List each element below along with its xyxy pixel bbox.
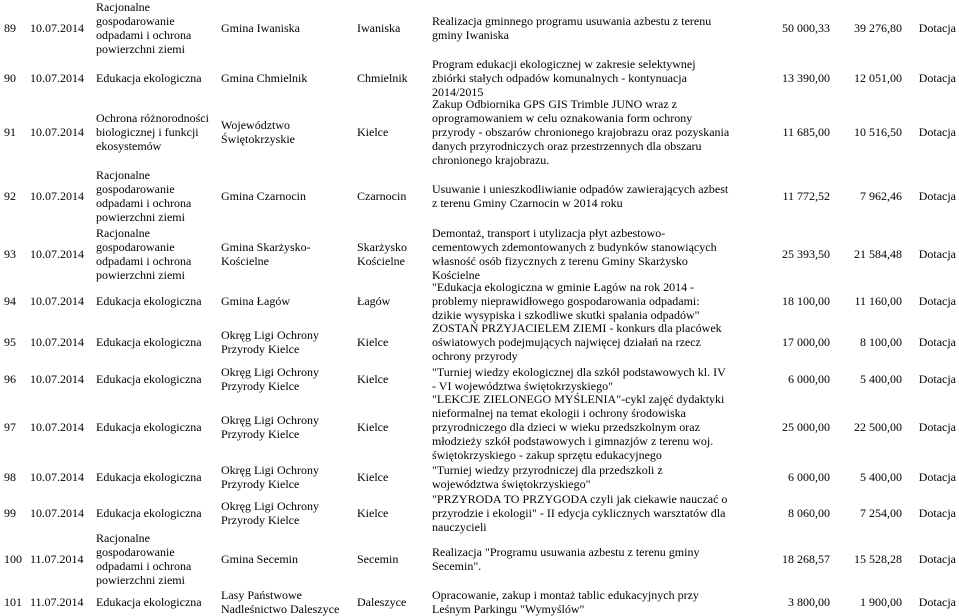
row-number	[4, 321, 28, 362]
row-priority-text: Racjonalne gospodarowanie odpadami i ochrona powierzchni ziemi	[96, 168, 192, 224]
row-total-cost-text: 25 393,50	[782, 247, 830, 261]
row-funding-form	[904, 165, 956, 227]
row-beneficiary-text: Gmina Łagów	[221, 294, 290, 308]
row-location-text: Chmielnik	[357, 70, 408, 85]
row-grant-amount	[832, 587, 902, 616]
table-row	[0, 362, 959, 395]
row-funding-form	[904, 281, 956, 321]
table-row	[0, 458, 959, 495]
row-total-cost-text: 17 000,00	[782, 334, 830, 349]
row-priority-text: Racjonalne gospodarowanie odpadami i ochrona powierzchni ziemi	[96, 0, 192, 56]
row-location	[357, 321, 429, 362]
row-funding-form	[904, 99, 956, 165]
row-location-text: Kielce	[357, 125, 389, 139]
row-total-cost	[730, 227, 830, 281]
row-number-text: 89	[4, 21, 16, 35]
row-title-text: ZOSTAŃ PRZYJACIELEM ZIEMI - konkurs dla placówek oświatowych podejmujących najwięcej działań na rzecz ochrony przyrody	[432, 320, 722, 363]
row-priority	[96, 395, 220, 458]
table-row	[0, 492, 959, 534]
row-priority-text: Edukacja ekologiczna	[96, 506, 202, 520]
row-title	[432, 56, 730, 99]
row-title-text: Opracowanie, zakup i montaż tablic edukacyjnych przy Leśnym Parkingu "Wymyślów"	[432, 587, 699, 616]
row-total-cost	[730, 362, 830, 395]
row-total-cost-text: 25 000,00	[782, 419, 830, 434]
row-title	[432, 587, 730, 616]
row-beneficiary	[221, 495, 355, 531]
row-location-text: Kielce	[357, 506, 389, 520]
row-date	[30, 99, 96, 165]
row-date	[30, 0, 96, 56]
row-beneficiary-text: Gmina Czarnocin	[221, 189, 306, 203]
row-title-text: "Edukacja ekologiczna w gminie Łagów na rok 2014 - problemy nieprawidłowego gospodarowania odpadami: dzikie wysypiska i szkodliwe skutki spalania odpadów"	[432, 280, 700, 322]
row-beneficiary-text: Gmina Skarżysko-Kościelne	[221, 240, 311, 268]
row-number-text: 96	[4, 371, 16, 386]
table-row	[0, 99, 959, 165]
row-funding-form	[904, 56, 956, 99]
row-title	[432, 492, 730, 534]
row-funding-form-text: Dotacja	[918, 334, 956, 349]
row-title	[432, 0, 730, 56]
row-grant-amount-text: 39 276,80	[854, 21, 902, 35]
row-date	[30, 495, 96, 531]
table-row	[0, 227, 959, 281]
row-grant-amount-text: 15 528,28	[854, 552, 902, 566]
row-priority	[96, 362, 220, 395]
row-date-text: 10.07.2014	[30, 419, 84, 434]
row-number	[4, 362, 28, 395]
row-date	[30, 321, 96, 362]
row-beneficiary	[221, 362, 355, 395]
row-number-text: 92	[4, 189, 16, 203]
row-grant-amount	[832, 227, 902, 281]
row-beneficiary	[221, 458, 355, 495]
row-grant-amount-text: 11 160,00	[854, 294, 902, 308]
table-row	[0, 587, 959, 616]
row-location-text: Łagów	[357, 294, 391, 308]
row-date	[30, 56, 96, 99]
row-title-text: "Turniej wiedzy ekologicznej dla szkół podstawowych kl. IV - VI województwa świętokrzyskiego"	[432, 364, 726, 393]
row-title-text: "PRZYRODA TO PRZYGODA czyli jak ciekawie nauczać o przyrodzie i ekologii" - II edycja cyklicznych warsztatów dla nauczycieli	[432, 492, 728, 534]
row-funding-form-text: Dotacja	[918, 189, 956, 203]
row-location-text: Kielce	[357, 334, 389, 349]
row-number	[4, 99, 28, 165]
row-date	[30, 227, 96, 281]
row-funding-form-text: Dotacja	[918, 552, 956, 566]
row-priority	[96, 227, 220, 281]
row-grant-amount	[832, 395, 902, 458]
row-total-cost-text: 13 390,00	[782, 70, 830, 85]
row-location-text: Czarnocin	[357, 189, 407, 203]
row-total-cost-text: 11 685,00	[782, 125, 830, 139]
row-location	[357, 99, 429, 165]
row-date-text: 10.07.2014	[30, 294, 84, 308]
row-grant-amount-text: 7 254,00	[860, 506, 902, 520]
row-beneficiary-text: Okręg Ligi Ochrony Przyrody Kielce	[221, 462, 319, 491]
row-location	[357, 395, 429, 458]
row-date-text: 10.07.2014	[30, 70, 84, 85]
row-location	[357, 458, 429, 495]
row-funding-form	[904, 587, 956, 616]
row-grant-amount-text: 8 100,00	[860, 334, 902, 349]
row-beneficiary	[221, 56, 355, 99]
row-location	[357, 56, 429, 99]
row-title	[432, 362, 730, 395]
row-location	[357, 165, 429, 227]
row-total-cost	[730, 495, 830, 531]
row-location-text: Skarżysko Kościelne	[357, 240, 407, 268]
row-date-text: 10.07.2014	[30, 189, 84, 203]
row-funding-form	[904, 321, 956, 362]
row-date	[30, 587, 96, 616]
table-row	[0, 531, 959, 587]
row-priority-text: Edukacja ekologiczna	[96, 294, 202, 308]
row-beneficiary	[221, 321, 355, 362]
row-number-text: 101	[4, 594, 22, 609]
row-beneficiary	[221, 99, 355, 165]
row-funding-form-text: Dotacja	[918, 247, 956, 261]
row-location	[357, 531, 429, 587]
row-priority-text: Edukacja ekologiczna	[96, 469, 202, 484]
row-grant-amount	[832, 99, 902, 165]
row-total-cost-text: 3 800,00	[788, 594, 830, 609]
row-number	[4, 495, 28, 531]
row-funding-form	[904, 395, 956, 458]
row-total-cost-text: 50 000,33	[782, 21, 830, 35]
row-priority-text: Edukacja ekologiczna	[96, 70, 202, 85]
row-total-cost	[730, 0, 830, 56]
row-date	[30, 165, 96, 227]
row-date	[30, 362, 96, 395]
row-title-text: "LEKCJE ZIELONEGO MYŚLENIA"-cykl zajęć dydaktyki nieformalnej na temat ekologii i ochrony środowiska przyrodniczego dla dzieci w wieku przedszkolnym oraz młodzieży szkół podstawowych i gimnazjów z terenu woj. świętokrzyskiego - zakup sprzętu edukacyjnego	[432, 391, 725, 462]
row-location-text: Iwaniska	[357, 21, 401, 35]
row-funding-form-text: Dotacja	[918, 371, 956, 386]
row-date-text: 10.07.2014	[30, 247, 84, 261]
row-beneficiary-text: Lasy Państwowe Nadleśnictwo Daleszyce	[221, 587, 340, 616]
row-total-cost	[730, 531, 830, 587]
row-grant-amount-text: 10 516,50	[854, 125, 902, 139]
row-funding-form-text: Dotacja	[918, 506, 956, 520]
row-priority	[96, 56, 220, 99]
row-grant-amount	[832, 0, 902, 56]
row-funding-form-text: Dotacja	[918, 294, 956, 308]
row-beneficiary-text: Okręg Ligi Ochrony Przyrody Kielce	[221, 364, 319, 393]
row-priority	[96, 587, 220, 616]
row-priority	[96, 458, 220, 495]
row-funding-form	[904, 531, 956, 587]
row-date-text: 10.07.2014	[30, 334, 84, 349]
row-beneficiary-text: Okręg Ligi Ochrony Przyrody Kielce	[221, 327, 319, 356]
row-number	[4, 165, 28, 227]
row-title	[432, 227, 730, 281]
row-beneficiary	[221, 281, 355, 321]
row-total-cost-text: 6 000,00	[788, 469, 830, 484]
row-date-text: 11.07.2014	[30, 594, 84, 609]
row-location-text: Secemin	[357, 552, 399, 566]
row-total-cost	[730, 281, 830, 321]
row-title-text: Realizacja "Programu usuwania azbestu z terenu gminy Secemin".	[432, 545, 700, 573]
row-priority-text: Edukacja ekologiczna	[96, 371, 202, 386]
row-date-text: 10.07.2014	[30, 21, 84, 35]
row-number-text: 91	[4, 125, 16, 139]
row-location	[357, 587, 429, 616]
row-number	[4, 458, 28, 495]
row-grant-amount-text: 12 051,00	[854, 70, 902, 85]
row-title	[432, 391, 730, 462]
table-row	[0, 0, 959, 56]
row-beneficiary-text: Województwo Świętokrzyskie	[221, 118, 295, 146]
row-total-cost-text: 6 000,00	[788, 371, 830, 386]
row-number-text: 98	[4, 469, 16, 484]
row-number-text: 99	[4, 506, 16, 520]
row-title	[432, 458, 730, 495]
row-funding-form-text: Dotacja	[918, 594, 956, 609]
row-funding-form-text: Dotacja	[918, 125, 956, 139]
row-grant-amount-text: 7 962,46	[860, 189, 902, 203]
row-beneficiary	[221, 227, 355, 281]
row-title-text: Zakup Odbiornika GPS GIS Trimble JUNO wraz z oprogramowaniem w celu oznakowania form ochrony przyrody - obszarów chronionego krajobrazu oraz pozyskania danych przyrodniczych oraz przestrzennych dla obszaru chronionego krajobrazu.	[432, 97, 730, 167]
row-grant-amount-text: 1 900,00	[860, 594, 902, 609]
row-beneficiary	[221, 395, 355, 458]
row-number-text: 97	[4, 419, 16, 434]
row-date-text: 10.07.2014	[30, 469, 84, 484]
table-row	[0, 56, 959, 99]
row-priority	[96, 99, 220, 165]
row-grant-amount-text: 21 584,48	[854, 247, 902, 261]
row-beneficiary	[221, 0, 355, 56]
row-grant-amount	[832, 56, 902, 99]
row-funding-form	[904, 458, 956, 495]
row-priority-text: Ochrona różnorodności biologicznej i funkcji ekosystemów	[96, 111, 209, 153]
row-total-cost-text: 11 772,52	[782, 189, 830, 203]
row-funding-form	[904, 362, 956, 395]
row-priority	[96, 165, 220, 227]
row-location	[357, 0, 429, 56]
row-priority-text: Edukacja ekologiczna	[96, 334, 202, 349]
row-number	[4, 587, 28, 616]
row-number	[4, 56, 28, 99]
row-title	[432, 281, 730, 321]
row-priority	[96, 281, 220, 321]
row-total-cost	[730, 458, 830, 495]
row-date-text: 11.07.2014	[30, 552, 84, 566]
row-number	[4, 0, 28, 56]
row-location	[357, 281, 429, 321]
row-beneficiary-text: Okręg Ligi Ochrony Przyrody Kielce	[221, 499, 319, 527]
row-location	[357, 227, 429, 281]
row-total-cost	[730, 99, 830, 165]
row-grant-amount	[832, 531, 902, 587]
row-number-text: 95	[4, 334, 16, 349]
row-priority-text: Edukacja ekologiczna	[96, 419, 202, 434]
row-priority	[96, 531, 220, 587]
row-number	[4, 281, 28, 321]
row-number	[4, 531, 28, 587]
row-date-text: 10.07.2014	[30, 506, 84, 520]
row-funding-form	[904, 0, 956, 56]
row-beneficiary-text: Gmina Iwaniska	[221, 21, 300, 35]
row-title-text: Usuwanie i unieszkodliwianie odpadów zawierających azbest z terenu Gminy Czarnocin w 2014 roku	[432, 182, 729, 210]
row-date	[30, 531, 96, 587]
table-row	[0, 321, 959, 362]
row-grant-amount	[832, 165, 902, 227]
row-funding-form	[904, 227, 956, 281]
row-priority	[96, 495, 220, 531]
row-beneficiary	[221, 531, 355, 587]
row-total-cost	[730, 587, 830, 616]
row-title	[432, 531, 730, 587]
row-grant-amount	[832, 362, 902, 395]
row-beneficiary-text: Gmina Secemin	[221, 552, 298, 566]
row-grant-amount	[832, 495, 902, 531]
row-beneficiary-text: Gmina Chmielnik	[221, 70, 308, 85]
row-location-text: Kielce	[357, 419, 389, 434]
row-grant-amount	[832, 321, 902, 362]
row-title-text: Program edukacji ekologicznej w zakresie selektywnej zbiórki stałych odpadów komunalnych - kontynuacja 2014/2015	[432, 56, 696, 99]
row-beneficiary	[221, 165, 355, 227]
row-number	[4, 395, 28, 458]
row-total-cost-text: 18 100,00	[782, 294, 830, 308]
row-beneficiary	[221, 587, 355, 616]
row-title-text: Demontaż, transport i utylizacja płyt azbestowo-cementowych zdemontowanych z budynków stanowiących własność osób fizycznych z terenu Gminy Skarżysko Kościelne	[432, 226, 717, 282]
table-row	[0, 391, 959, 462]
row-location-text: Kielce	[357, 371, 389, 386]
row-location-text: Kielce	[357, 469, 389, 484]
row-date	[30, 395, 96, 458]
row-grant-amount	[832, 458, 902, 495]
row-number-text: 90	[4, 70, 16, 85]
row-beneficiary-text: Okręg Ligi Ochrony Przyrody Kielce	[221, 412, 319, 441]
row-funding-form-text: Dotacja	[918, 21, 956, 35]
row-date-text: 10.07.2014	[30, 125, 84, 139]
row-total-cost	[730, 321, 830, 362]
row-title	[432, 99, 730, 165]
row-grant-amount-text: 22 500,00	[854, 419, 902, 434]
row-grant-amount	[832, 281, 902, 321]
row-total-cost	[730, 56, 830, 99]
row-location	[357, 495, 429, 531]
row-funding-form-text: Dotacja	[918, 70, 956, 85]
row-grant-amount-text: 5 400,00	[860, 371, 902, 386]
row-date	[30, 281, 96, 321]
row-date-text: 10.07.2014	[30, 371, 84, 386]
row-title	[432, 165, 730, 227]
row-number-text: 94	[4, 294, 16, 308]
row-total-cost	[730, 395, 830, 458]
row-title-text: "Turniej wiedzy przyrodniczej dla przedszkoli z województwa świętokrzyskiego"	[432, 462, 663, 491]
row-priority-text: Edukacja ekologiczna	[96, 594, 202, 609]
row-grant-amount-text: 5 400,00	[860, 469, 902, 484]
row-funding-form-text: Dotacja	[918, 419, 956, 434]
row-total-cost-text: 8 060,00	[788, 506, 830, 520]
row-number-text: 100	[4, 552, 22, 566]
table-row	[0, 165, 959, 227]
row-number-text: 93	[4, 247, 16, 261]
row-priority	[96, 321, 220, 362]
row-priority-text: Racjonalne gospodarowanie odpadami i ochrona powierzchni ziemi	[96, 531, 192, 587]
row-funding-form	[904, 495, 956, 531]
row-date	[30, 458, 96, 495]
row-location-text: Daleszyce	[357, 594, 407, 609]
row-priority	[96, 0, 220, 56]
row-priority-text: Racjonalne gospodarowanie odpadami i ochrona powierzchni ziemi	[96, 226, 192, 282]
row-title-text: Realizacja gminnego programu usuwania azbestu z terenu gminy Iwaniska	[432, 14, 712, 42]
row-title	[432, 321, 730, 362]
row-funding-form-text: Dotacja	[918, 469, 956, 484]
row-total-cost	[730, 165, 830, 227]
row-number	[4, 227, 28, 281]
table-row	[0, 281, 959, 321]
row-location	[357, 362, 429, 395]
row-total-cost-text: 18 268,57	[782, 552, 830, 566]
